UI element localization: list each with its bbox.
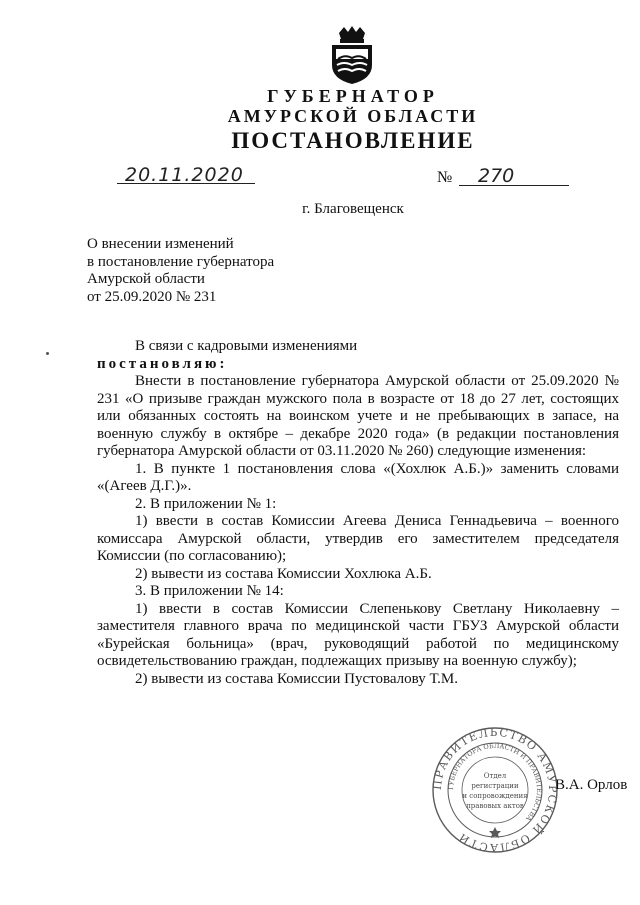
header-title-governor: ГУБЕРНАТОР <box>267 86 439 106</box>
seal-ring-text: ПРАВИТЕЛЬСТВО АМУРСКОЙ ОБЛАСТИ <box>430 725 560 855</box>
seal-center-line: правовых актов <box>466 802 524 810</box>
coat-of-arms-emblem-icon <box>327 25 377 85</box>
intro-paragraph: В связи с кадровыми изменениями <box>135 338 358 354</box>
subject-line: О внесении изменений <box>87 236 234 252</box>
seal-inner-text: ГУБЕРНАТОРА ОБЛАСТИ И ПРАВИТЕЛЬСТВА <box>446 741 544 823</box>
official-seal-stamp <box>430 725 560 855</box>
list-item: 2) вывести из состава Комиссии Хохлюка А.Б. <box>135 565 432 582</box>
list-item: 1. В пункте 1 постановления слова «(Хохлюк А.Б.)» заменить словами «(Агеев Д.Г.)». <box>97 460 619 494</box>
seal-center-line: и сопровождения <box>462 792 528 800</box>
list-item: 1) ввести в состав Комиссии Агеева Дениса Геннадьевича – военного комиссара Амурской области, утвердив его заместителем председателя Комиссии (по согласованию); <box>97 513 619 564</box>
city-name: г. Благовещенск <box>302 201 404 217</box>
seal-center-line: Отдел <box>483 772 507 780</box>
document-subject <box>87 236 274 306</box>
seal-center-line: регистрации <box>471 782 519 790</box>
number-underline <box>459 185 569 186</box>
list-item: 3. В приложении № 14: <box>135 583 284 599</box>
header-title-region: АМУРСКОЙ ОБЛАСТИ <box>227 106 479 126</box>
subject-line: Амурской области <box>87 271 205 287</box>
main-paragraph: Внести в постановление губернатора Амурской области от 25.09.2020 № 231 «О призыве граждан мужского пола в возрасте от 18 до 27 лет, состоящих или обязанных состоять на воинском учете и не пребывающих в запасе, на военную службу в октябре – декабре 2020 года» (в редакции постановления губернатора Амурской области от 03.11.2020 № 260) следующие изменения: <box>97 373 619 459</box>
handwritten-number: 270 <box>478 165 515 187</box>
subject-line: от 25.09.2020 № 231 <box>87 288 217 305</box>
list-item: 1) ввести в состав Комиссии Слепенькову Светлану Николаевну – заместителя главного врача по медицинской части ГБУЗ Амурской области «Бурейская больница» (врач, руководящий работой по медицинскому освидетельствованию граждан, подлежащих призыву на военную службу); <box>97 600 619 669</box>
document-type-title: ПОСТАНОВЛЕНИЕ <box>231 128 475 153</box>
resolve-word: постановляю: <box>97 355 228 372</box>
subject-line: в постановление губернатора <box>87 253 275 270</box>
number-sign: № <box>437 169 453 186</box>
list-item: 2) вывести из состава Комиссии Пустовалову Т.М. <box>135 670 458 687</box>
document-body <box>97 338 619 688</box>
list-item: 2. В приложении № 1: <box>135 495 277 512</box>
signatory-name: В.А. Орлов <box>555 777 628 793</box>
scan-speck <box>46 352 49 355</box>
handwritten-date: 20.11.2020 <box>125 164 244 186</box>
date-underline <box>117 183 255 184</box>
